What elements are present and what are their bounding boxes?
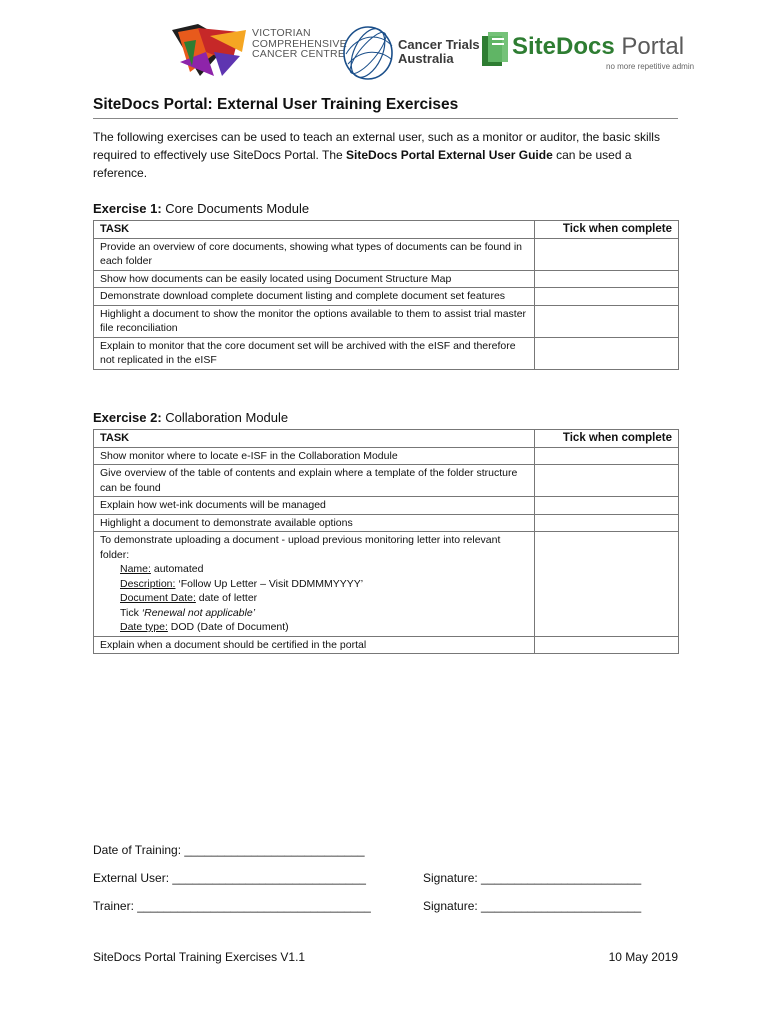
vccc-line-3: CANCER CENTRE	[252, 48, 346, 60]
cta-wordmark	[398, 38, 480, 66]
tick-cell[interactable]	[535, 238, 679, 270]
task-cell: Explain to monitor that the core document set will be archived with the eISF and therefore not replicated in the eISF	[94, 337, 535, 369]
task-cell: Highlight a document to demonstrate available options	[94, 514, 535, 532]
upload-tick-prefix: Tick	[120, 606, 142, 619]
intro-text-1: The following exercises can be used to teach an external user, such as a monitor or auditor, the basic skills required to effectively use SiteDocs Portal. The	[93, 130, 660, 162]
upload-datetype-line	[100, 620, 528, 635]
cta-line-2: Australia	[398, 51, 454, 66]
sitedocs-logo	[480, 30, 695, 80]
tick-cell[interactable]	[535, 497, 679, 515]
vccc-line-2: COMPREHENSIVE	[252, 37, 347, 50]
tick-cell[interactable]	[535, 270, 679, 288]
upload-description-line	[100, 577, 528, 592]
date-of-training-field[interactable]: Date of Training: ___________________________	[93, 843, 365, 857]
task-cell: Show how documents can be easily located using Document Structure Map	[94, 270, 535, 288]
table-row	[94, 337, 679, 369]
logo-bar	[170, 22, 695, 82]
cta-line-1: Cancer Trials	[398, 37, 480, 52]
table-row	[94, 288, 679, 306]
upload-name-label: Name:	[120, 563, 151, 575]
tick-cell[interactable]	[535, 532, 679, 637]
table-row	[94, 270, 679, 288]
sitedocs-portal-word: Portal	[621, 33, 685, 60]
trainer-field[interactable]: Trainer: ___________________________________	[93, 899, 371, 913]
vccc-wordmark	[252, 28, 347, 60]
table-row	[94, 497, 679, 515]
document-title: SiteDocs Portal: External User Training Exercises	[93, 96, 459, 113]
table-row	[94, 238, 679, 270]
upload-description-value: ‘Follow Up Letter – Visit DDMMMYYYY’	[175, 577, 364, 590]
footer-date: 10 May 2019	[608, 950, 678, 964]
tick-cell[interactable]	[535, 288, 679, 306]
sitedocs-brand: SiteDocs	[512, 33, 615, 60]
tick-cell[interactable]	[535, 636, 679, 654]
task-cell: Show monitor where to locate e-ISF in the Collaboration Module	[94, 447, 535, 465]
exercise-1-name: Core Documents Module	[161, 201, 310, 216]
upload-docdate-line	[100, 591, 528, 606]
table-row	[94, 532, 679, 637]
tick-cell[interactable]	[535, 465, 679, 497]
tick-column-header: Tick when complete	[535, 221, 679, 239]
exercise-1-label: Exercise 1:	[93, 201, 162, 216]
exercise-2-heading	[93, 410, 288, 425]
intro-text-2: can be used a reference.	[93, 148, 632, 180]
tick-cell[interactable]	[535, 514, 679, 532]
sitedocs-folder-icon	[480, 30, 510, 70]
trainer-signature-field[interactable]: Signature: ________________________	[423, 899, 642, 913]
vccc-mark-icon	[170, 22, 250, 78]
upload-description-label: Description:	[120, 577, 176, 590]
upload-docdate-label: Document Date:	[120, 592, 196, 604]
footer-document-name: SiteDocs Portal Training Exercises V1.1	[93, 950, 306, 964]
tick-cell[interactable]	[535, 305, 679, 337]
table-header-row	[94, 221, 679, 239]
upload-datetype-label: Date type:	[120, 621, 168, 633]
upload-datetype-value: DOD (Date of Document)	[167, 621, 289, 633]
task-cell: Explain how wet-ink documents will be managed	[94, 497, 535, 515]
cta-logo	[340, 24, 480, 80]
tick-cell[interactable]	[535, 447, 679, 465]
task-cell: Provide an overview of core documents, showing what types of documents can be found in each folder	[94, 238, 535, 270]
table-row	[94, 514, 679, 532]
exercise-2-table	[93, 429, 679, 654]
upload-tick-line	[100, 606, 528, 621]
external-user-field[interactable]: External User: _____________________________	[93, 871, 366, 885]
task-cell: Explain when a document should be certified in the portal	[94, 636, 535, 654]
table-row	[94, 447, 679, 465]
exercise-2-name: Collaboration Module	[161, 410, 289, 425]
table-row	[94, 305, 679, 337]
upload-name-line	[100, 562, 528, 577]
external-user-signature-field[interactable]: Signature: ________________________	[423, 871, 642, 885]
upload-name-value: automated	[150, 563, 204, 575]
task-cell: Demonstrate download complete document listing and complete document set features	[94, 288, 535, 306]
upload-task-cell	[94, 532, 535, 637]
exercise-2-label: Exercise 2:	[93, 410, 162, 425]
intro-paragraph	[93, 128, 678, 182]
cta-globe-icon	[340, 24, 400, 82]
exercise-1-table	[93, 220, 679, 370]
vccc-line-1: VICTORIAN	[252, 27, 311, 39]
sitedocs-tagline: no more repetitive admin	[606, 62, 695, 71]
intro-guide-name: SiteDocs Portal External User Guide	[346, 148, 553, 162]
task-column-header: TASK	[94, 221, 535, 239]
table-row	[94, 465, 679, 497]
upload-docdate-value: date of letter	[195, 592, 258, 604]
vccc-logo	[170, 22, 347, 78]
title-divider	[93, 118, 678, 119]
task-cell: Give overview of the table of contents and explain where a template of the folder structure can be found	[94, 465, 535, 497]
upload-tick-value: ‘Renewal not applicable’	[141, 606, 256, 619]
task-cell: Highlight a document to show the monitor the options available to them to assist trial master file reconciliation	[94, 305, 535, 337]
exercise-1-heading	[93, 201, 309, 216]
upload-intro: To demonstrate uploading a document - upload previous monitoring letter into relevant folder:	[100, 534, 501, 561]
table-header-row	[94, 430, 679, 448]
tick-column-header: Tick when complete	[535, 430, 679, 448]
tick-cell[interactable]	[535, 337, 679, 369]
task-column-header: TASK	[94, 430, 535, 448]
table-row	[94, 636, 679, 654]
sitedocs-wordmark	[512, 34, 684, 60]
